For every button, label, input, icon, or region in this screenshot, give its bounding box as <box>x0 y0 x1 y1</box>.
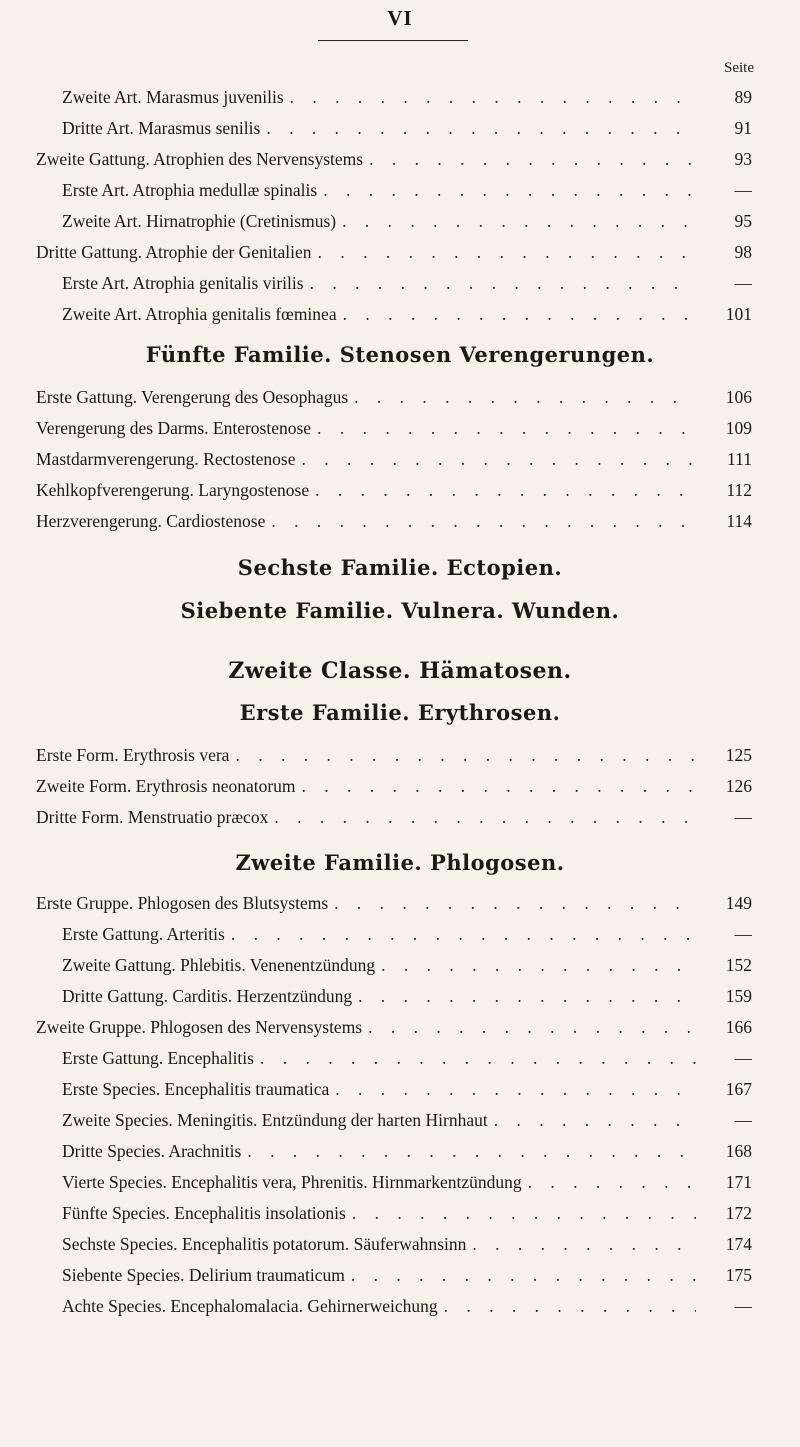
toc-entry-page: 168 <box>725 1141 752 1161</box>
leader-dots <box>494 1105 696 1135</box>
toc-entry <box>36 1012 752 1042</box>
leader-dots <box>354 382 696 412</box>
toc-entry-page: — <box>734 1110 752 1130</box>
toc-entry-label: Achte Species. Encephalomalacia. Gehirnerweichung <box>62 1296 438 1316</box>
section-heading: Zweite Familie. Phlogosen. <box>235 850 565 875</box>
toc-entry-label: Kehlkopfverengerung. Laryngostenose <box>36 480 310 500</box>
toc-entry <box>62 1229 752 1259</box>
toc-entry-label: Zweite Species. Meningitis. Entzündung der harten Hirnhaut <box>62 1110 488 1130</box>
toc-entry-page: 106 <box>725 387 752 407</box>
toc-entry-label: Dritte Species. Arachnitis <box>62 1141 242 1161</box>
toc-entry <box>36 771 752 801</box>
toc-entry <box>62 950 752 980</box>
leader-dots <box>266 113 696 143</box>
leader-dots <box>290 82 696 112</box>
toc-entry-page: 166 <box>725 1017 752 1037</box>
toc-entry-page: 112 <box>726 480 752 500</box>
toc-entry-page: 125 <box>725 745 752 765</box>
toc-entry-label: Zweite Art. Marasmus juvenilis <box>62 87 284 107</box>
toc-entry-page: 93 <box>734 149 752 169</box>
toc-entry-label: Zweite Gattung. Atrophien des Nervensystems <box>36 149 364 169</box>
toc-entry-page: 172 <box>725 1203 752 1223</box>
leader-dots <box>315 475 696 505</box>
toc-entry-page: 114 <box>726 511 752 531</box>
toc-entry-page: 98 <box>734 242 752 262</box>
toc-entry <box>62 175 752 205</box>
leader-dots <box>358 981 696 1011</box>
toc-entry-page: — <box>734 924 752 944</box>
toc-entry-label: Erste Art. Atrophia genitalis virilis <box>62 273 304 293</box>
toc-entry <box>36 740 752 770</box>
toc-entry-page: — <box>734 1048 752 1068</box>
toc-entry <box>62 1043 752 1073</box>
section-heading: Erste Familie. Erythrosen. <box>239 700 561 725</box>
toc-entry-label: Zweite Gattung. Phlebitis. Venenentzündung <box>62 955 376 975</box>
leader-dots <box>472 1229 696 1259</box>
toc-entry <box>36 382 752 412</box>
leader-dots <box>528 1167 696 1197</box>
toc-entry-page: 89 <box>734 87 752 107</box>
toc-entry <box>36 444 752 474</box>
leader-dots <box>334 888 696 918</box>
section-heading: Siebente Familie. Vulnera. Wunden. <box>180 598 620 623</box>
toc-entry <box>36 475 752 505</box>
toc-entry-label: Fünfte Species. Encephalitis insolationis <box>62 1203 346 1223</box>
section-heading: Fünfte Familie. Stenosen Verengerungen. <box>145 342 655 367</box>
toc-entry-page: — <box>734 180 752 200</box>
toc-entry <box>36 506 752 536</box>
toc-entry-page: 167 <box>725 1079 752 1099</box>
leader-dots <box>318 237 696 267</box>
toc-entry <box>62 981 752 1011</box>
toc-entry-page: 175 <box>725 1265 752 1285</box>
toc-entry <box>36 237 752 267</box>
toc-entry <box>36 144 752 174</box>
leader-dots <box>369 144 696 174</box>
toc-entry-page: 101 <box>725 304 752 324</box>
toc-entry-label: Dritte Form. Menstruatio præcox <box>36 807 269 827</box>
section-heading: Sechste Familie. Ectopien. <box>237 555 563 580</box>
toc-entry <box>62 113 752 143</box>
leader-dots <box>351 1260 696 1290</box>
toc-entry <box>62 919 752 949</box>
toc-entry-label: Zweite Gruppe. Phlogosen des Nervensystems <box>36 1017 363 1037</box>
leader-dots <box>317 413 696 443</box>
leader-dots <box>444 1291 696 1321</box>
page-number: VI <box>387 6 413 30</box>
toc-entry-label: Siebente Species. Delirium traumaticum <box>62 1265 345 1285</box>
toc-entry-label: Mastdarmverengerung. Rectostenose <box>36 449 296 469</box>
toc-entry-page: — <box>734 1296 752 1316</box>
toc-entry-label: Dritte Gattung. Atrophie der Genitalien <box>36 242 312 262</box>
toc-entry <box>62 1105 752 1135</box>
toc-entry <box>36 802 752 832</box>
toc-entry-page: 159 <box>725 986 752 1006</box>
toc-entry-page: 95 <box>734 211 752 231</box>
toc-entry-page: — <box>734 807 752 827</box>
leader-dots <box>302 444 696 474</box>
leader-dots <box>302 771 696 801</box>
leader-dots <box>352 1198 696 1228</box>
toc-entry-page: — <box>734 273 752 293</box>
toc-entry-label: Erste Gruppe. Phlogosen des Blutsystems <box>36 893 329 913</box>
toc-entry-label: Verengerung des Darms. Enterostenose <box>36 418 312 438</box>
toc-entry-label: Vierte Species. Encephalitis vera, Phrenitis. Hirnmarkentzündung <box>62 1172 522 1192</box>
toc-entry <box>36 888 752 918</box>
toc-entry-label: Herzverengerung. Cardiostenose <box>36 511 266 531</box>
toc-entry <box>62 299 752 329</box>
toc-entry-label: Zweite Art. Atrophia genitalis fœminea <box>62 304 337 324</box>
toc-entry-page: 109 <box>725 418 752 438</box>
leader-dots <box>335 1074 696 1104</box>
toc-entry <box>62 1291 752 1321</box>
toc-entry <box>62 1074 752 1104</box>
leader-dots <box>247 1136 696 1166</box>
toc-entry-page: 149 <box>725 893 752 913</box>
leader-dots <box>323 175 696 205</box>
header-rule <box>318 40 468 41</box>
toc-entry-page: 174 <box>725 1234 752 1254</box>
leader-dots <box>343 299 696 329</box>
toc-entry-page: 91 <box>734 118 752 138</box>
leader-dots <box>235 740 696 770</box>
toc-entry <box>62 82 752 112</box>
toc-entry-label: Erste Gattung. Arteritis <box>62 924 225 944</box>
leader-dots <box>260 1043 696 1073</box>
toc-entry <box>62 206 752 236</box>
leader-dots <box>231 919 696 949</box>
leader-dots <box>271 506 696 536</box>
toc-entry-label: Dritte Gattung. Carditis. Herzentzündung <box>62 986 353 1006</box>
toc-entry-label: Dritte Art. Marasmus senilis <box>62 118 261 138</box>
toc-entry <box>62 1198 752 1228</box>
toc-entry <box>62 1260 752 1290</box>
toc-entry-label: Erste Art. Atrophia medullæ spinalis <box>62 180 318 200</box>
toc-entry-label: Erste Gattung. Verengerung des Oesophagus <box>36 387 349 407</box>
leader-dots <box>310 268 696 298</box>
class-heading: Zweite Classe. Hämatosen. <box>228 658 572 684</box>
toc-entry-page: 152 <box>725 955 752 975</box>
toc-entry-label: Sechste Species. Encephalitis potatorum. Säuferwahnsinn <box>62 1234 467 1254</box>
leader-dots <box>381 950 696 980</box>
seite-label: Seite <box>724 60 754 76</box>
toc-entry-label: Zweite Form. Erythrosis neonatorum <box>36 776 296 796</box>
toc-entry-page: 126 <box>725 776 752 796</box>
leader-dots <box>274 802 696 832</box>
toc-entry-label: Erste Form. Erythrosis vera <box>36 745 230 765</box>
toc-entry-label: Erste Species. Encephalitis traumatica <box>62 1079 330 1099</box>
leader-dots <box>342 206 696 236</box>
toc-entry <box>62 1167 752 1197</box>
toc-entry <box>62 268 752 298</box>
toc-entry <box>62 1136 752 1166</box>
leader-dots <box>368 1012 696 1042</box>
toc-entry-page: 111 <box>727 449 752 469</box>
toc-entry <box>36 413 752 443</box>
toc-entry-page: 171 <box>725 1172 752 1192</box>
toc-entry-label: Erste Gattung. Encephalitis <box>62 1048 254 1068</box>
toc-entry-label: Zweite Art. Hirnatrophie (Cretinismus) <box>62 211 337 231</box>
